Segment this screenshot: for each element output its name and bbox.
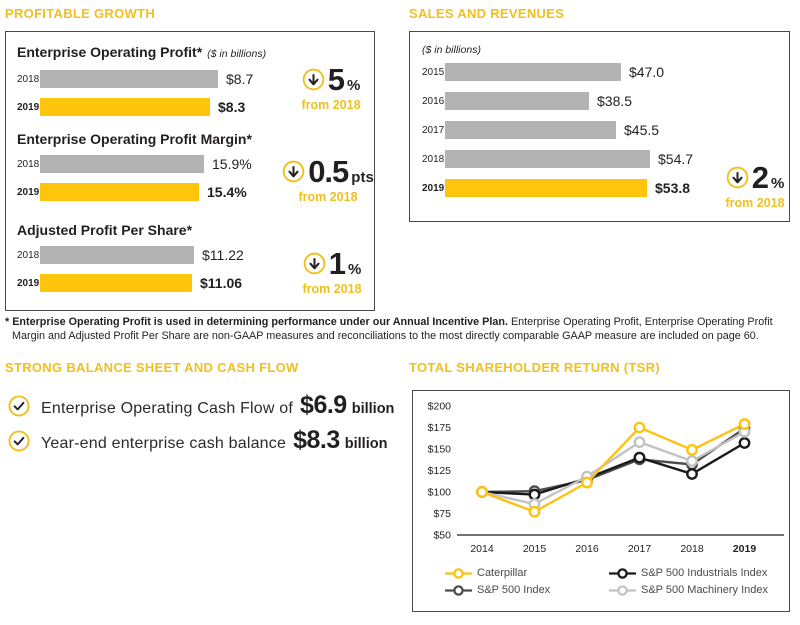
profitable-growth-heading: PROFITABLE GROWTH	[5, 6, 156, 21]
change-row	[710, 160, 800, 196]
sales-revenues-heading: SALES AND REVENUES	[409, 6, 565, 21]
tsr-data-point	[687, 445, 696, 454]
tsr-data-point	[530, 490, 539, 499]
footnote	[5, 315, 793, 344]
y-axis-tick-label: $125	[427, 465, 451, 477]
change-indicator-margin	[274, 154, 382, 204]
change-amount: 0.5	[308, 154, 349, 190]
bar-year-label: 2019	[422, 182, 445, 194]
sales-revenues-panel	[409, 31, 790, 222]
line-marker-icon	[609, 568, 636, 579]
bar-2019	[40, 274, 192, 292]
bar-2019	[445, 179, 647, 197]
legend-label: Caterpillar	[477, 567, 528, 579]
bar-year-label: 2019	[17, 101, 40, 113]
y-axis-tick-label: $175	[427, 422, 451, 434]
bar-2018	[445, 150, 650, 168]
bar-value-label: 15.9%	[212, 156, 252, 172]
y-axis-tick-label: $100	[427, 486, 451, 499]
cash-balance-text	[41, 426, 387, 455]
change-indicator-profit-per-share	[283, 246, 381, 296]
down-arrow-icon	[726, 166, 749, 189]
bar-2015	[445, 63, 621, 81]
x-axis-tick-label: 2015	[522, 543, 547, 555]
bar-value-label: $8.7	[226, 71, 254, 87]
bar-year-label: 2019	[17, 186, 40, 198]
legend-label: S&P 500 Industrials Index	[641, 567, 768, 579]
bar-2019	[40, 183, 199, 201]
tsr-data-point	[740, 438, 749, 447]
x-axis-tick-label: 2014	[470, 543, 494, 555]
tsr-line-chart	[413, 391, 789, 563]
down-arrow-icon	[282, 160, 305, 183]
bar-2018	[40, 246, 194, 264]
tsr-series-line	[482, 443, 745, 495]
change-unit: %	[347, 261, 362, 278]
bar-year-label: 2018	[17, 73, 40, 85]
legend-label: S&P 500 Index	[477, 584, 551, 596]
change-amount: 1	[328, 246, 345, 282]
bar-value-label: $8.3	[218, 99, 246, 115]
chart-title	[17, 222, 364, 239]
change-amount: 5	[327, 62, 344, 98]
legend-item-sp500-industrials	[609, 567, 768, 579]
check-circle-icon	[8, 430, 30, 452]
tsr-heading: TOTAL SHAREHOLDER RETURN (TSR)	[409, 360, 660, 375]
down-arrow-icon	[302, 68, 325, 91]
bar-row-2015	[422, 63, 781, 81]
legend-item-caterpillar	[445, 567, 609, 579]
x-axis-tick-label: 2017	[627, 543, 652, 555]
bar-2016	[445, 92, 589, 110]
change-caption: from 2018	[725, 196, 785, 210]
tsr-data-point	[635, 453, 644, 462]
bar-value-label: $11.06	[200, 275, 243, 291]
line-marker-icon	[445, 585, 472, 596]
chart-title-text: Enterprise Operating Profit*	[17, 44, 203, 60]
change-unit: %	[770, 175, 785, 192]
tsr-legend	[445, 567, 768, 596]
bar-value-label: $54.7	[658, 151, 694, 167]
bar-value-label: $11.22	[202, 247, 244, 263]
item-text: Enterprise Operating Cash Flow of	[41, 400, 294, 417]
tsr-data-point	[477, 487, 486, 496]
change-unit: pts	[351, 169, 374, 186]
chart-title	[17, 44, 364, 63]
balance-sheet-heading: STRONG BALANCE SHEET AND CASH FLOW	[5, 360, 299, 375]
bar-year-label: 2018	[17, 249, 40, 261]
legend-label: S&P 500 Machinery Index	[641, 584, 768, 596]
change-caption: from 2018	[302, 282, 362, 296]
item-amount: $8.3	[293, 426, 340, 454]
footnote-text: Enterprise Operating Profit, Enterprise Operating Profit Margin and Adjusted Profit Per Share are non-GAAP measures and reconciliations to the most directly comparable GAAP measure are included on page 60.	[12, 316, 773, 343]
bar-value-label: $38.5	[597, 93, 633, 109]
chart-title	[17, 131, 364, 148]
line-marker-icon	[609, 585, 636, 596]
bar-value-label: $53.8	[655, 180, 691, 196]
item-text: Year-end enterprise cash balance	[41, 435, 287, 452]
bar-year-label: 2017	[422, 124, 445, 136]
bar-value-label: $47.0	[629, 64, 665, 80]
tsr-data-point	[635, 423, 644, 432]
bar-row-2016	[422, 92, 781, 110]
bar-year-label: 2015	[422, 66, 445, 78]
line-marker-icon	[445, 568, 472, 579]
chart-units-note: ($ in billions)	[207, 48, 267, 60]
item-amount: $6.9	[300, 391, 347, 419]
bar-value-label: $45.5	[624, 122, 660, 138]
cash-flow-text	[41, 391, 394, 420]
y-axis-tick-label: $75	[433, 508, 451, 520]
change-unit: %	[346, 77, 361, 94]
change-caption: from 2018	[298, 190, 358, 204]
bar-2019	[40, 98, 210, 116]
bar-year-label: 2018	[422, 153, 445, 165]
x-axis-tick-label: 2016	[575, 543, 599, 555]
bar-row-2017	[422, 121, 781, 139]
bar-year-label: 2016	[422, 95, 445, 107]
bar-year-label: 2018	[17, 158, 40, 170]
chart-title-text: Enterprise Operating Profit Margin*	[17, 131, 252, 147]
bar-2017	[445, 121, 616, 139]
change-caption: from 2018	[301, 98, 361, 112]
tsr-data-point	[687, 469, 696, 478]
change-amount: 2	[751, 160, 768, 196]
cash-balance-item	[8, 426, 387, 455]
bar-2018	[40, 70, 218, 88]
change-indicator-operating-profit	[281, 62, 381, 112]
tsr-data-point	[635, 437, 644, 446]
change-row	[274, 154, 382, 190]
tsr-data-point	[530, 507, 539, 516]
y-axis-tick-label: $200	[427, 400, 451, 413]
chart-units-note: ($ in billions)	[422, 44, 481, 56]
bar-value-label: 15.4%	[207, 184, 247, 200]
tsr-data-point	[582, 478, 591, 487]
bar-2018	[40, 155, 204, 173]
profitable-growth-panel	[5, 31, 375, 311]
tsr-data-point	[687, 456, 696, 465]
y-axis-tick-label: $150	[427, 443, 451, 456]
cash-flow-item	[8, 391, 394, 420]
footnote-bold-text: * Enterprise Operating Profit is used in determining performance under our Annual Incentive Plan.	[5, 316, 508, 328]
change-row	[283, 246, 381, 282]
item-unit: billion	[351, 401, 395, 417]
legend-item-sp500-machinery	[609, 584, 768, 596]
change-indicator-sales	[710, 160, 800, 210]
x-axis-tick-label: 2019	[732, 543, 757, 555]
item-unit: billion	[344, 436, 388, 452]
tsr-chart-panel	[412, 390, 790, 612]
bar-year-label: 2019	[17, 277, 40, 289]
check-circle-icon	[8, 395, 30, 417]
legend-item-sp500-index	[445, 584, 609, 596]
tsr-data-point	[740, 419, 749, 428]
change-row	[281, 62, 381, 98]
y-axis-tick-label: $50	[433, 529, 451, 542]
x-axis-tick-label: 2018	[680, 543, 704, 555]
down-arrow-icon	[303, 252, 326, 275]
chart-title-text: Adjusted Profit Per Share*	[17, 222, 193, 238]
